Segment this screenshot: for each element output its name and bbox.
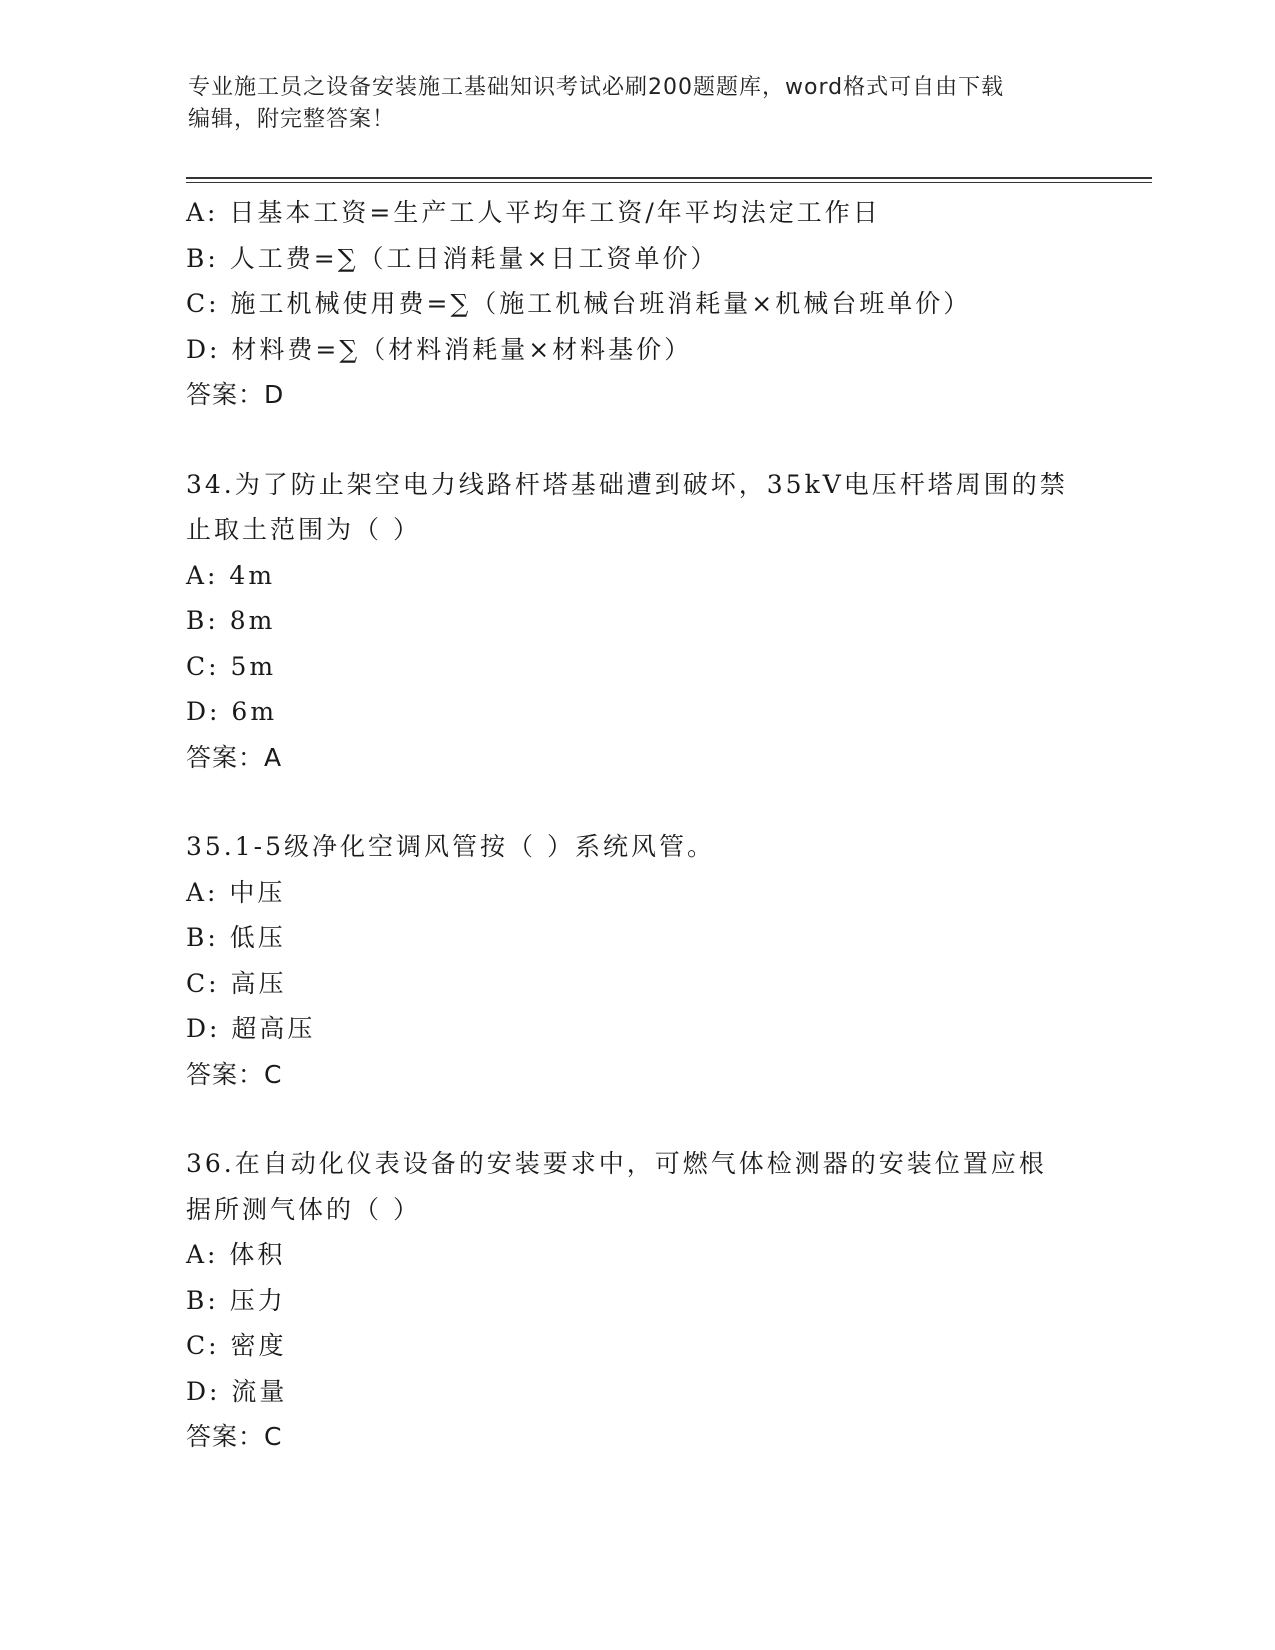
answer-label: 答案：C: [186, 1422, 283, 1451]
option-c: C: 高压: [186, 968, 287, 998]
option-d: D: 材料费=∑（材料消耗量×材料基价）: [186, 334, 693, 364]
document-header: [188, 72, 1068, 136]
option-b: B: 低压: [186, 923, 286, 952]
question-gap: [186, 780, 1086, 824]
answer-label: 答案：A: [186, 742, 283, 772]
question-33-block: [186, 190, 1086, 418]
option-a: A: 日基本工资=生产工人平均年工资/年平均法定工作日: [186, 198, 881, 227]
option-c: C: 施工机械使用费=∑（施工机械台班消耗量×机械台班单价）: [186, 289, 972, 318]
header-line-1: 专业施工员之设备安装施工基础知识考试必刷200题题库，word格式可自由下载: [188, 75, 1005, 100]
answer-label: 答案：C: [186, 1059, 283, 1089]
answer-label: 答案：D: [186, 380, 285, 409]
question-gap: [186, 418, 1086, 462]
option-d: D: 6m: [186, 697, 278, 726]
option-c: C: 5m: [186, 651, 277, 681]
question-list: [186, 190, 1086, 1460]
question-stem-line-1: 35.1-5级净化空调风管按（ ）系统风管。: [186, 832, 715, 861]
header-line-2: 编辑，附完整答案！: [188, 107, 396, 132]
question-36-block: [186, 1141, 1086, 1460]
question-34-block: [186, 462, 1086, 781]
option-c: C: 密度: [186, 1331, 287, 1360]
question-stem-line-1: 34.为了防止架空电力线路杆塔基础遭到破坏，35kV电压杆塔周围的禁: [186, 469, 1068, 499]
option-d: D: 流量: [186, 1376, 288, 1406]
question-stem-line-1: 36.在自动化仪表设备的安装要求中，可燃气体检测器的安装位置应根: [186, 1149, 1047, 1178]
header-divider-thin: [186, 182, 1152, 183]
option-b: B: 压力: [186, 1285, 286, 1315]
option-a: A: 体积: [186, 1240, 286, 1269]
question-stem-line-2: 据所测气体的（ ）: [186, 1194, 421, 1224]
option-a: A: 4m: [186, 560, 276, 590]
question-35-block: [186, 824, 1086, 1097]
option-a: A: 中压: [186, 877, 286, 907]
question-gap: [186, 1097, 1086, 1141]
option-b: B: 8m: [186, 606, 276, 635]
header-divider-thick: [186, 177, 1152, 179]
question-stem-line-2: 止取土范围为（ ）: [186, 515, 421, 544]
option-d: D: 超高压: [186, 1014, 316, 1043]
option-b: B: 人工费=∑（工日消耗量×日工资单价）: [186, 243, 719, 273]
